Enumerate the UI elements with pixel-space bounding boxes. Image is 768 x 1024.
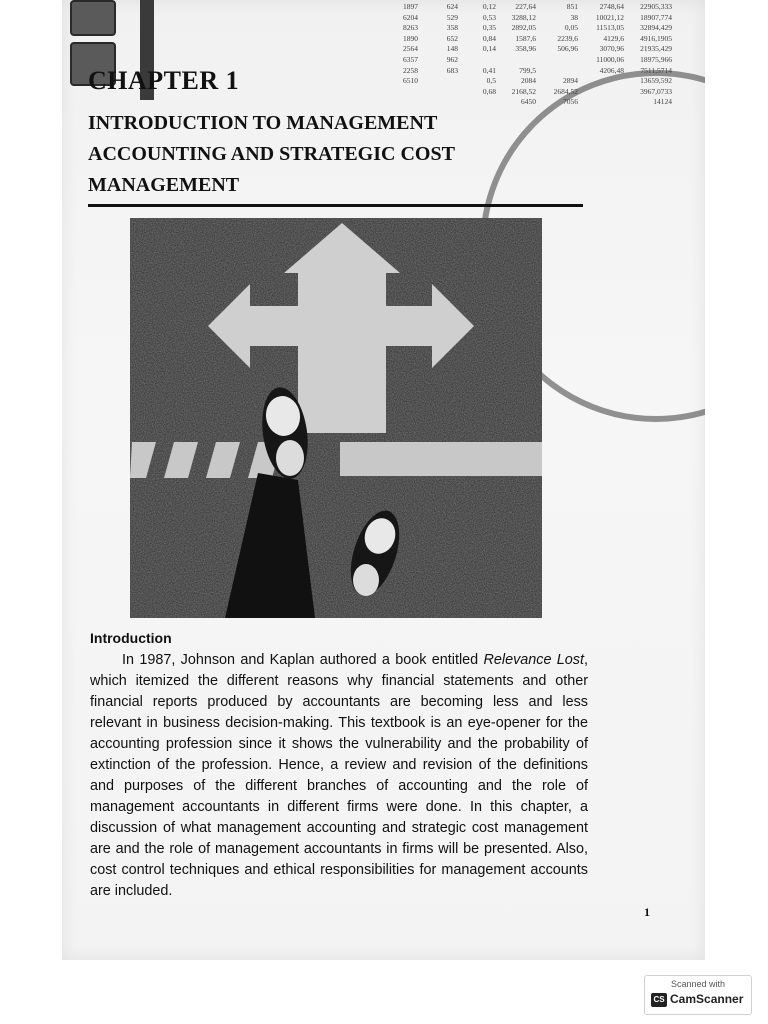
numbers-table-cell: 683	[446, 65, 458, 75]
numbers-table-cell: 22905,333	[640, 2, 672, 11]
numbers-table-cell	[394, 87, 418, 98]
numbers-table-cell: 8263	[403, 23, 418, 33]
numbers-table-cell: 38	[570, 12, 578, 22]
numbers-table-cell: 2564	[403, 44, 418, 54]
numbers-table-cell: 0,84	[482, 33, 496, 43]
numbers-table-row	[394, 34, 704, 45]
numbers-table-cell: 6357	[403, 54, 418, 64]
numbers-table-cell: 2894	[563, 76, 578, 86]
document-page	[62, 0, 705, 960]
numbers-table-cell: 2258	[403, 65, 418, 75]
page-number: 1	[644, 905, 650, 919]
chapter-title-line: INTRODUCTION TO MANAGEMENT	[88, 112, 438, 134]
numbers-table-cell: 0,41	[482, 65, 496, 75]
numbers-table-cell: 14124	[653, 97, 672, 107]
road-arrows-photo	[130, 218, 542, 618]
binder-tab-top	[70, 0, 116, 36]
numbers-table-cell: 2168,52	[511, 86, 536, 96]
numbers-table-cell	[458, 55, 496, 66]
numbers-table-cell: 13659,592	[640, 76, 672, 86]
numbers-table-cell	[496, 55, 536, 66]
intro-text-part2: , which itemized the different reasons why financial statements and other financial reports produced by accountants are becoming less and less relevant in business decision-making. This textbook is an eye-opener for the accounting profession since it shows the vulnerability and the probability of extinction of the profession. Hence, a review and revision of the definitions and purposes of the different branches of accounting and the role of management accountants in different firms were done. In this chapter, a discussion of what management accounting and strategic cost management are and the role of management accountants in firms will be presented. Also, cost control techniques and ethical responsibilities for management accounts are included.	[90, 652, 588, 899]
chapter-title-line: ACCOUNTING AND STRATEGIC COST	[88, 143, 455, 165]
camscanner-badge	[644, 975, 752, 1015]
numbers-table-cell: 148	[446, 44, 458, 54]
numbers-table-row	[394, 23, 704, 34]
camscanner-logo-icon: CS	[651, 993, 667, 1007]
numbers-table-cell: 0,14	[482, 44, 496, 54]
numbers-table-cell: 0,05	[564, 23, 578, 33]
numbers-table-cell: 0,12	[482, 2, 496, 11]
numbers-table-row	[394, 2, 704, 13]
numbers-table-cell: 1890	[403, 33, 418, 43]
numbers-table-cell: 962	[446, 54, 458, 64]
numbers-table-cell: 0,35	[482, 23, 496, 33]
numbers-table-cell: 18907,774	[640, 12, 672, 22]
numbers-table-cell: 2084	[521, 76, 536, 86]
title-underline	[88, 204, 583, 207]
numbers-table-cell: 227,64	[515, 2, 536, 11]
numbers-table-cell: 624	[446, 2, 458, 11]
camscanner-name: CamScanner	[670, 992, 744, 1006]
numbers-table-cell: 6450	[521, 97, 536, 107]
numbers-table-cell: 32894,429	[640, 23, 672, 33]
chapter-title-line: MANAGEMENT	[88, 174, 240, 196]
numbers-table-cell	[536, 66, 578, 77]
chapter-title	[88, 108, 558, 201]
numbers-table-cell: 4206,48	[599, 65, 624, 75]
numbers-table-cell: 4916,1905	[640, 33, 672, 43]
numbers-table-row	[394, 13, 704, 24]
numbers-table-cell: 529	[446, 12, 458, 22]
numbers-table-cell: 1587,6	[515, 33, 536, 43]
numbers-table-cell: 2748,64	[599, 2, 624, 11]
numbers-table-cell	[418, 87, 458, 98]
numbers-table-cell: 652	[446, 33, 458, 43]
numbers-table-cell: 10021,12	[595, 12, 624, 22]
numbers-table-cell: 0,53	[482, 12, 496, 22]
numbers-table-cell: 7056	[563, 97, 578, 107]
numbers-table-cell	[536, 55, 578, 66]
numbers-table-cell: 1897	[403, 2, 418, 11]
numbers-table-cell: 0,5	[486, 76, 496, 86]
numbers-table-cell: 0,68	[482, 86, 496, 96]
numbers-table-cell: 2684,52	[553, 86, 578, 96]
numbers-table-cell: 11513,05	[596, 23, 624, 33]
introduction-paragraph	[90, 650, 588, 902]
numbers-table-cell: 3288,12	[511, 12, 536, 22]
numbers-table-cell: 506,96	[557, 44, 578, 54]
numbers-table-cell	[418, 76, 458, 87]
numbers-table-cell: 2892,05	[511, 23, 536, 33]
numbers-table-cell: 6204	[403, 12, 418, 22]
numbers-table-cell: 799,5	[519, 65, 536, 75]
numbers-table-cell: 6510	[403, 76, 418, 86]
scanned-with-label: Scanned with	[670, 979, 726, 989]
numbers-table-cell: 3967,0733	[640, 86, 672, 96]
numbers-table-cell	[458, 97, 496, 108]
numbers-table-cell: 358,96	[515, 44, 536, 54]
numbers-table-row	[394, 55, 704, 66]
numbers-table-cell: 358	[446, 23, 458, 33]
numbers-table-cell: 7511,5714	[640, 65, 672, 75]
numbers-table-cell: 4129,6	[603, 33, 624, 43]
numbers-table-cell: 11000,06	[596, 54, 624, 64]
intro-book-title: Relevance Lost	[483, 652, 584, 668]
chapter-label: CHAPTER 1	[88, 66, 240, 95]
numbers-table-cell	[394, 97, 418, 108]
numbers-table-cell: 18975,966	[640, 54, 672, 64]
numbers-table-cell: 3070,96	[599, 44, 624, 54]
numbers-table-cell: 21935,429	[640, 44, 672, 54]
numbers-table-cell	[418, 97, 458, 108]
numbers-table-cell: 851	[566, 2, 578, 11]
section-heading-introduction: Introduction	[90, 630, 172, 646]
numbers-table-row	[394, 44, 704, 55]
numbers-table-cell: 2239,6	[557, 33, 578, 43]
intro-text-part1: In 1987, Johnson and Kaplan authored a book entitled	[122, 652, 484, 668]
